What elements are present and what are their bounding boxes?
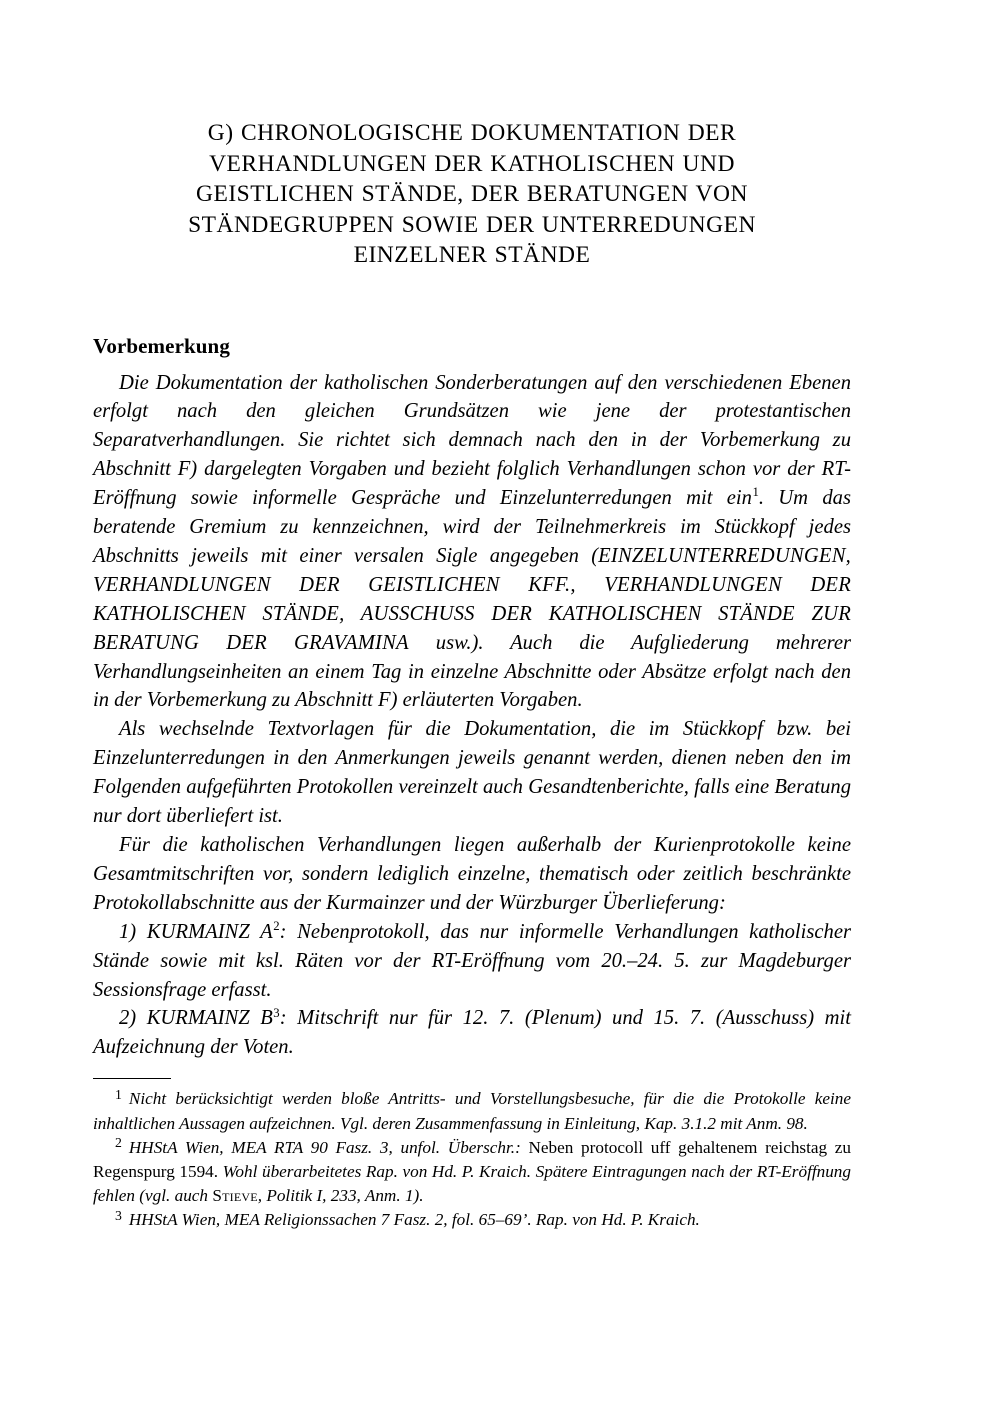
footnote-1-number: 1 — [115, 1086, 122, 1102]
paragraph-4-text-b: : Nebenprotokoll, das nur informelle Verhandlungen katholischer Stände sowie mit ksl. Räten vor der RT-Eröffnung vom 20.–24. 5. zur Magdeburger Sessionsfrage erfasst. — [93, 920, 851, 1001]
footnote-ref-2[interactable]: 2 — [273, 918, 280, 933]
paragraph-4-text-a: 1) KURMAINZ A — [119, 920, 273, 943]
footnote-2 — [93, 1136, 851, 1209]
paragraph-4-kurmainz-a — [93, 918, 851, 1005]
footnote-2-text-c: , Politik I, 233, Anm. 1). — [257, 1186, 424, 1206]
paragraph-2: Als wechselnde Textvorlagen für die Dokumentation, die im Stückkopf bzw. bei Einzelunterredungen in den Anmerkungen jeweils genannt werden, dienen neben den im Folgenden aufgeführten Protokollen vereinzelt auch Gesandtenberichte, falls eine Beratung nur dort überliefert ist. — [93, 718, 851, 828]
footnote-3-number: 3 — [115, 1207, 122, 1223]
footnote-ref-1[interactable]: 1 — [752, 485, 759, 500]
footnote-area — [93, 1078, 851, 1233]
title-line-5: EINZELNER STÄNDE — [353, 242, 591, 268]
footnote-3 — [93, 1208, 851, 1232]
sigla-list: EINZELUNTERREDUNGEN, VERHANDLUNGEN DER GEISTLICHEN KFF., VERHANDLUNGEN DER KATHOLISCHEN STÄNDE, AUSSCHUSS DER KATHOLISCHEN STÄNDE ZUR BERATUNG DER GRAVAMINA — [93, 544, 851, 654]
page-text-block — [93, 0, 851, 1062]
title-line-2: VERHANDLUNGEN DER KATHOLISCHEN UND — [209, 150, 735, 177]
footnote-2-number: 2 — [115, 1135, 122, 1151]
footnote-1-text: Nicht berücksichtigt werden bloße Antritts- und Vorstellungsbesuche, für die die Protokolle keine inhaltlichen Aussagen aufzeichnen. Vgl. deren Zusammenfassung in Einleitung, Kap. 3.1.2 mit Anm. 98. — [93, 1089, 851, 1133]
section-heading-vorbemerkung: Vorbemerkung — [93, 333, 230, 358]
footnote-2-author-name: Stieve — [212, 1186, 258, 1206]
paragraph-1-text-c: usw.). Auch die Aufgliederung mehrerer Verhandlungseinheiten an einem Tag in einzelne Abschnitte oder Absätze erfolgt nach den in der Vorbemerkung zu Abschnitt F) erläuterten Vorgaben. — [93, 631, 851, 712]
footnote-2-quotation: Neben protocoll uff gehaltenem reichstag zu Regenspurg 1594. — [93, 1137, 852, 1181]
page-title — [93, 0, 851, 271]
footnote-2-text-b: Wohl überarbeitetes Rap. von Hd. P. Kraich. Spätere Eintragungen nach der RT-Eröffnung fehlen (vgl. auch — [93, 1162, 851, 1206]
paragraph-5-text-a: 2) KURMAINZ B — [119, 1007, 273, 1030]
footnote-separator-rule — [93, 1078, 171, 1079]
title-line-1: G) CHRONOLOGISCHE DOKUMENTATION DER — [207, 120, 737, 146]
footnote-3-text: HHStA Wien, MEA Religionssachen 7 Fasz. 2, fol. 65–69’. Rap. von Hd. P. Kraich. — [128, 1210, 700, 1230]
paragraph-1 — [93, 369, 851, 716]
title-line-3: GEISTLICHEN STÄNDE, DER BERATUNGEN VON — [196, 181, 748, 207]
paragraph-5-text-b: : Mitschrift nur für 12. 7. (Plenum) und 15. 7. (Ausschuss) mit Aufzeichnung der Voten. — [93, 1007, 851, 1059]
paragraph-3: Für die katholischen Verhandlungen liegen außerhalb der Kurienprotokolle keine Gesamtmitschriften vor, sondern lediglich einzelne, thematisch oder zeitlich beschränkte Protokollabschnitte aus der Kurmainzer und der Würzburger Überlieferung: — [93, 834, 851, 914]
footnote-1 — [93, 1087, 851, 1135]
paragraph-1-text-b: . Um das beratende Gremium zu kennzeichnen, wird der Teilnehmerkreis im Stückkopf jedes Abschnitts jeweils mit einer versalen Sigle angegeben ( — [93, 487, 851, 567]
footnote-ref-3[interactable]: 3 — [273, 1005, 280, 1020]
paragraph-1-text-a: Die Dokumentation der katholischen Sonderberatungen auf den verschiedenen Ebenen erfolgt nach den gleichen Grundsätzen wie jene der protestantischen Separatverhandlungen. Sie richtet sich demnach nach den in der Vorbemerkung zu Abschnitt F) dargelegten Vorgaben und bezieht folglich Verhandlungen schon vor der RT-Eröffnung sowie informelle Gespräche und Einzelunterredungen mit ein — [93, 371, 851, 510]
footnote-2-text-a: HHStA Wien, MEA RTA 90 Fasz. 3, unfol. Überschr.: — [128, 1137, 521, 1157]
paragraph-5-kurmainz-b — [93, 1004, 851, 1062]
title-line-4: STÄNDEGRUPPEN SOWIE DER UNTERREDUNGEN — [188, 211, 756, 238]
